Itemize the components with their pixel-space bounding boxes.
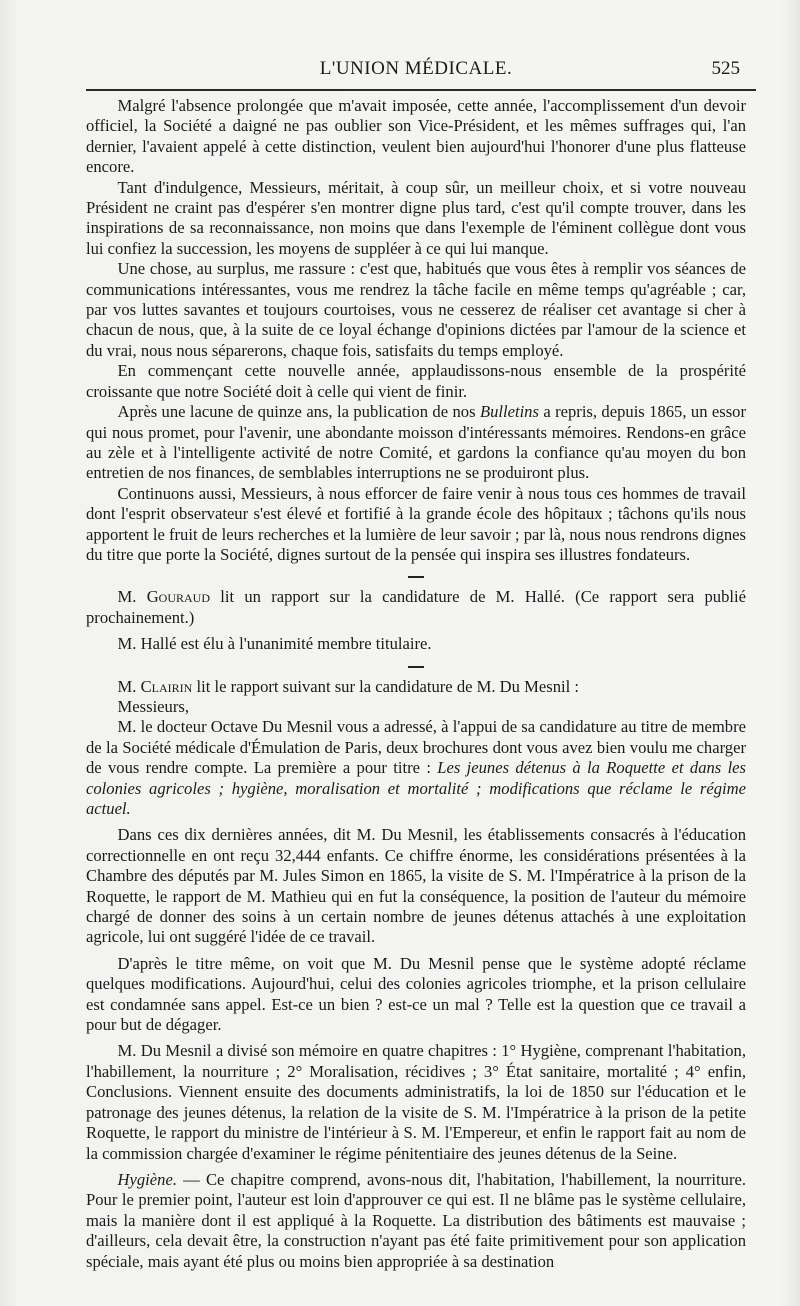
header-rule [86, 89, 756, 91]
salutation: Messieurs, [117, 696, 189, 716]
running-title: L'UNION MÉDICALE. [319, 58, 513, 79]
paragraph-clairin [86, 677, 746, 697]
paragraph-hygiene [86, 1170, 746, 1272]
page-header [86, 58, 746, 86]
section-label: Hygiène. [117, 1169, 177, 1189]
paragraph: M. Du Mesnil a divisé son mémoire en quatre chapitres : 1° Hygiène, comprenant l'habitation, l'habillement, la nourriture ; 2° Moralisation, récidives ; 3° État sanitaire, mortalité ; 4° enfin, Conclusions. Viennent ensuite des documents administratifs, la loi de 1850 sur l'éducation et le patronage des jeunes détenus, la relation de la visite de S. M. l'Impératrice à la prison de la petite Roquette, le rapport du ministre de l'intérieur à S. M. l'Empereur, et enfin le rapport fait au nom de la commission chargée d'examiner le régime pénitentiaire des jeunes détenus de la Seine. [86, 1041, 746, 1163]
paragraph: En commençant cette nouvelle année, applaudissons-nous ensemble de la prospérité croissante que notre Société doit à celle qui vient de finir. [86, 361, 746, 401]
paragraph: Malgré l'absence prolongée que m'avait imposée, cette année, l'accomplissement d'un devoir officiel, la Société a daigné ne pas oublier son Vice-Président, et les mêmes suffrages qui, l'an dernier, l'avaient appelé à cette distinction, veulent bien aujourd'hui l'honorer d'une plus flatteuse encore. [86, 96, 746, 177]
text-run: lit un rapport sur la candidature de M. Hallé. (Ce rapport sera publié prochainement.) [86, 587, 746, 627]
paragraph: D'après le titre même, on voit que M. Du Mesnil pense que le système adopté réclame quelques modifications. Aujourd'hui, celui des colonies agricoles triomphe, et la prison cellulaire est condamnée sans appel. Est-ce un bien ? est-ce un mal ? Telle est la question que ce travail a pour but de dégager. [86, 953, 746, 1035]
paragraph-bulletins [86, 402, 746, 484]
paragraph: Tant d'indulgence, Messieurs, méritait, à coup sûr, un meilleur choix, et si votre nouveau Président ne craint pas d'espérer s'en montrer digne plus tard, c'est qu'il compte trouver, dans les inspirations de sa reconnaissance, non moins que dans l'exemple de l'éminent collègue dont vous lui confiez la succession, les moyens de suppléer à ce qui lui manque. [86, 177, 746, 258]
section-separator [408, 576, 424, 578]
paragraph-gouraud [86, 587, 746, 628]
brochure-title: Les jeunes détenus à la Roquette et dans les colonies agricoles ; hygiène, moralisation et mortalité ; modifications que réclame le régime actuel. [86, 758, 747, 818]
paragraph: Une chose, au surplus, me rassure : c'est que, habitués que vous êtes à remplir vos séances de communications intéressantes, vous me rendrez la tâche facile en même temps qu'agréable ; car, par vos luttes savantes et toujours courtoises, vous ne cesserez de réaliser cet avantage si cher à chacun de nous, que, à la suite de ce loyal échange d'opinions dictées par l'amour de la science et du vrai, nous nous séparerons, chaque fois, satisfaits du temps employé. [86, 259, 746, 360]
paragraph: Continuons aussi, Messieurs, à nous efforcer de faire venir à nous tous ces hommes de travail dont l'esprit observateur s'est élevé et fortifié à la grande école des hôpitaux ; tâchons qu'ils nous apportent le fruit de leurs recherches et la lumière de leur savoir ; par là, nous nous rendrons dignes du titre que porte la Société, dignes surtout de la pensée qui inspira ses illustres fondateurs. [86, 483, 746, 564]
text-run: M. le docteur Octave Du Mesnil vous a adressé, à l'appui de sa candidature au titre de membre de la Société médicale d'Émulation de Paris, deux brochures dont vous avez bien voulu me charger de vous rendre compte. La première a pour titre : [86, 717, 746, 778]
text-run: — Ce chapitre comprend, avons-nous dit, l'habitation, l'habillement, la nourriture. Pour le premier point, l'auteur est loin d'approuver ce qui est. Il ne blâme pas le système cellulaire, mais la manière dont il est appliqué à la Roquette. La distribution des bâtiments est mauvaise ; d'ailleurs, cela devait être, la construction n'ayant pas été faite primitivement pour son application spéciale, mais ayant été plus ou moins bien appropriée à sa destination [86, 1169, 746, 1271]
speaker-name: Clairin [140, 676, 193, 696]
paragraph: Dans ces dix dernières années, dit M. Du Mesnil, les établissements consacrés à l'éducation correctionnelle en ont reçu 32,444 enfants. Ce chiffre énorme, les considérations présentées à la Chambre des députés par M. Jules Simon en 1865, la visite de S. M. l'Impératrice à la prison de la Roquette, le rapport de M. Mathieu qui en fut la conséquence, la position de l'auteur du mémoire chargé de donner des soins à un certain nombre de jeunes détenus attachés à une exploitation agricole, lui ont suggéré l'idée de ce travail. [86, 825, 746, 947]
text-run: lit le rapport suivant sur la candidature de M. Du Mesnil : [192, 676, 579, 696]
paragraph: M. Hallé est élu à l'unanimité membre titulaire. [117, 634, 432, 654]
paragraph-report-intro [86, 717, 746, 819]
text-run: Après une lacune de quinze ans, la publication de nos [117, 402, 480, 422]
body-text [86, 96, 746, 1272]
text-run: a repris, depuis 1865, un essor qui nous promet, pour l'avenir, une abondante moisson d'intéressants mémoires. Rendons-en grâce au zèle et à l'intelligente activité de notre Comité, et gardons la confiance qu'au moyen du bon entretien de nos finances, de semblables interruptions ne se produiront plus. [86, 402, 746, 483]
text-run: M. [117, 676, 141, 696]
section-separator [408, 666, 424, 668]
page-number: 525 [711, 58, 740, 79]
speaker-name: Gouraud [146, 587, 211, 607]
text-run: M. [117, 587, 147, 607]
bulletins-title: Bulletins [479, 402, 539, 422]
